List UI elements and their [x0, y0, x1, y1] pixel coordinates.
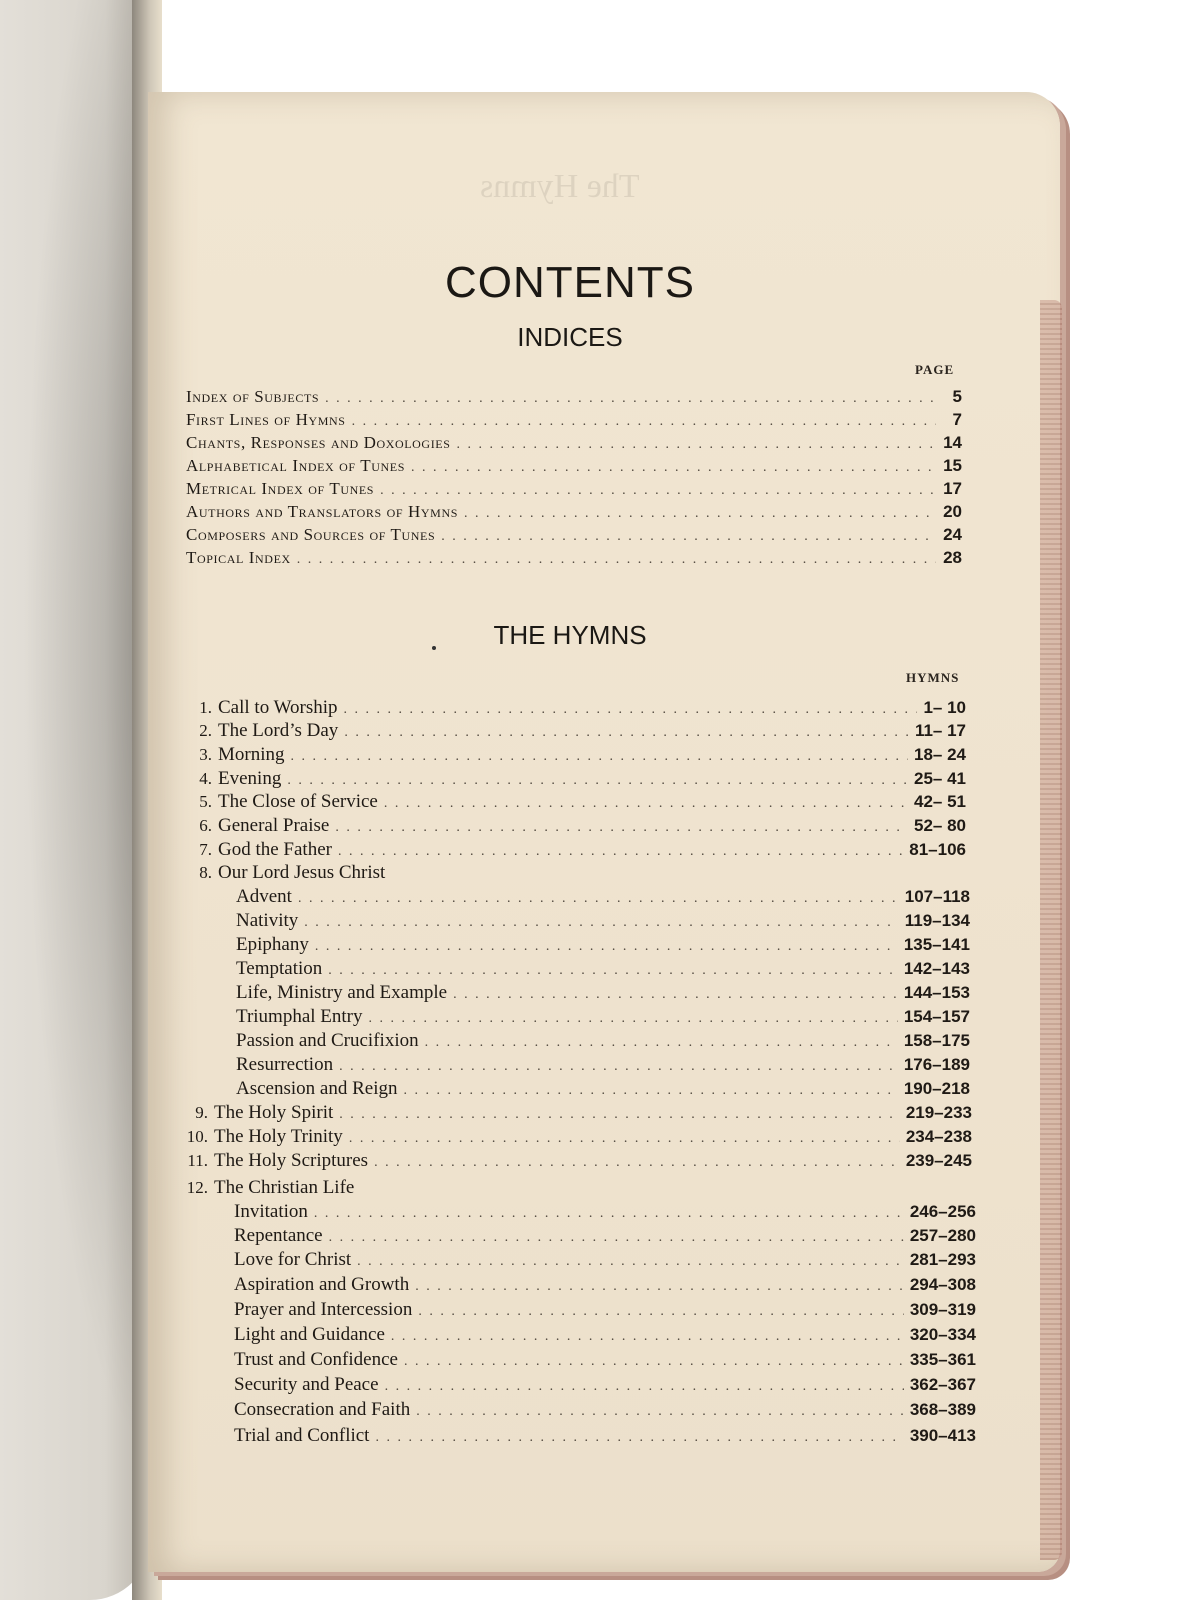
hymn-section: 2. The Lord’s Day . . . 11– 17 — [186, 720, 966, 742]
hymn-subsection: Love for Christ . . . 281–293 — [234, 1249, 976, 1271]
page-column-label: PAGE — [915, 362, 955, 377]
hymn-subsection: Temptation . . . 142–143 — [236, 958, 970, 980]
hymn-group-heading: 8. Our Lord Jesus Christ — [199, 862, 386, 883]
hymn-subsection: Ascension and Reign . . . 190–218 — [236, 1078, 970, 1100]
hymns-column-label: HYMNS — [906, 670, 960, 685]
hymn-subsection: Advent . . . 107–118 — [236, 886, 970, 908]
hymns-heading: THE HYMNS — [493, 620, 647, 650]
hymn-section: 7. God the Father . . . 81–106 — [186, 839, 966, 861]
index-entry: Topical Index . . . 28 — [186, 548, 962, 568]
index-entry: Composers and Sources of Tunes . . . 24 — [186, 525, 962, 545]
hymn-section: 9. The Holy Spirit . . . 219–233 — [182, 1102, 972, 1124]
hymn-section: 6. General Praise . . . 52– 80 — [186, 815, 966, 837]
page-edges — [1040, 300, 1062, 1560]
index-entry: Authors and Translators of Hymns . . . 20 — [186, 502, 962, 522]
hymn-subsection: Prayer and Intercession . . . 309–319 — [234, 1299, 976, 1321]
index-entry: First Lines of Hymns . . . 7 — [186, 410, 962, 430]
hymn-section: 3. Morning . . . 18– 24 — [186, 744, 966, 766]
bleed-through-text: The Hymns — [480, 168, 640, 205]
index-entry: Metrical Index of Tunes . . . 17 — [186, 479, 962, 499]
hymn-subsection: Resurrection . . . 176–189 — [236, 1054, 970, 1076]
hymn-subsection: Invitation . . . 246–256 — [234, 1201, 976, 1223]
index-entry: Alphabetical Index of Tunes . . . 15 — [186, 456, 962, 476]
hymn-group-heading: 12. The Christian Life — [186, 1177, 355, 1198]
index-entry: Chants, Responses and Doxologies . . . 14 — [186, 433, 962, 453]
hymn-subsection: Light and Guidance . . . 320–334 — [234, 1324, 976, 1346]
hymn-section: 10. The Holy Trinity . . . 234–238 — [182, 1126, 972, 1148]
hymn-section: 5. The Close of Service . . . 42– 51 — [186, 791, 966, 813]
hymn-subsection: Life, Ministry and Example . . . 144–153 — [236, 982, 970, 1004]
hymn-section: 11. The Holy Scriptures . . . 239–245 — [182, 1150, 972, 1172]
hymn-section: 1. Call to Worship . . . 1– 10 — [186, 697, 966, 719]
hymn-subsection: Security and Peace . . . 362–367 — [234, 1374, 976, 1396]
hymn-subsection: Epiphany . . . 135–141 — [236, 934, 970, 956]
hymn-subsection: Aspiration and Growth . . . 294–308 — [234, 1274, 976, 1296]
hymn-subsection: Nativity . . . 119–134 — [236, 910, 970, 932]
hymn-subsection: Triumphal Entry . . . 154–157 — [236, 1006, 970, 1028]
index-entry: Index of Subjects . . . 5 — [186, 387, 962, 407]
hymn-subsection: Consecration and Faith . . . 368–389 — [234, 1399, 976, 1421]
facing-page — [0, 0, 150, 1600]
hymn-subsection: Repentance . . . 257–280 — [234, 1225, 976, 1247]
page-title: CONTENTS — [445, 258, 695, 307]
hymn-subsection: Trial and Conflict . . . 390–413 — [234, 1425, 976, 1447]
hymn-subsection: Passion and Crucifixion . . . 158–175 — [236, 1030, 970, 1052]
indices-heading: INDICES — [517, 322, 623, 352]
hymn-section: 4. Evening . . . 25– 41 — [186, 768, 966, 790]
hymn-subsection: Trust and Confidence . . . 335–361 — [234, 1349, 976, 1371]
